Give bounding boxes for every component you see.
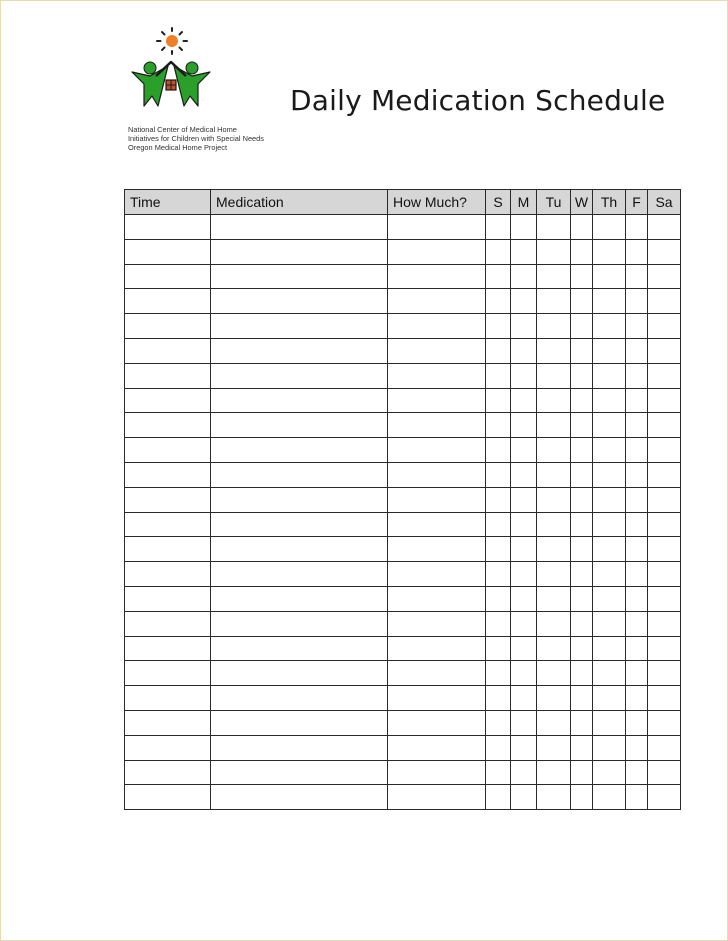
table-cell[interactable] <box>125 338 211 363</box>
table-cell[interactable] <box>211 537 388 562</box>
table-cell[interactable] <box>593 512 626 537</box>
table-cell[interactable] <box>537 710 571 735</box>
table-cell[interactable] <box>211 462 388 487</box>
table-cell[interactable] <box>626 438 648 463</box>
table-cell[interactable] <box>626 289 648 314</box>
table-cell[interactable] <box>486 760 511 785</box>
table-cell[interactable] <box>511 661 537 686</box>
table-cell[interactable] <box>571 239 593 264</box>
table-cell[interactable] <box>511 735 537 760</box>
table-cell[interactable] <box>486 487 511 512</box>
table-cell[interactable] <box>211 215 388 240</box>
table-cell[interactable] <box>626 239 648 264</box>
table-cell[interactable] <box>388 710 486 735</box>
table-cell[interactable] <box>486 363 511 388</box>
table-cell[interactable] <box>626 264 648 289</box>
table-cell[interactable] <box>537 512 571 537</box>
table-row <box>125 438 681 463</box>
table-cell[interactable] <box>648 636 681 661</box>
table-cell[interactable] <box>511 512 537 537</box>
table-cell[interactable] <box>511 462 537 487</box>
table-cell[interactable] <box>511 611 537 636</box>
table-cell[interactable] <box>388 438 486 463</box>
table-cell[interactable] <box>511 487 537 512</box>
table-cell[interactable] <box>571 562 593 587</box>
table-cell[interactable] <box>486 462 511 487</box>
table-cell[interactable] <box>511 314 537 339</box>
table-row <box>125 661 681 686</box>
table-row <box>125 239 681 264</box>
table-cell[interactable] <box>648 438 681 463</box>
table-row <box>125 314 681 339</box>
table-cell[interactable] <box>125 289 211 314</box>
table-cell[interactable] <box>571 215 593 240</box>
table-cell[interactable] <box>537 735 571 760</box>
col-header-how-much: How Much? <box>388 190 486 215</box>
table-cell[interactable] <box>571 661 593 686</box>
table-cell[interactable] <box>626 661 648 686</box>
table-cell[interactable] <box>511 785 537 810</box>
table-cell[interactable] <box>388 636 486 661</box>
table-cell[interactable] <box>648 512 681 537</box>
table-cell[interactable] <box>537 314 571 339</box>
table-cell[interactable] <box>211 264 388 289</box>
table-cell[interactable] <box>486 388 511 413</box>
table-cell[interactable] <box>571 785 593 810</box>
table-cell[interactable] <box>593 735 626 760</box>
table-cell[interactable] <box>593 760 626 785</box>
table-cell[interactable] <box>211 586 388 611</box>
table-cell[interactable] <box>511 562 537 587</box>
table-cell[interactable] <box>593 363 626 388</box>
table-cell[interactable] <box>537 785 571 810</box>
table-cell[interactable] <box>388 611 486 636</box>
table-cell[interactable] <box>486 586 511 611</box>
table-cell[interactable] <box>537 537 571 562</box>
table-cell[interactable] <box>537 388 571 413</box>
table-cell[interactable] <box>388 413 486 438</box>
table-cell[interactable] <box>571 611 593 636</box>
table-cell[interactable] <box>593 462 626 487</box>
table-cell[interactable] <box>648 611 681 636</box>
table-cell[interactable] <box>648 215 681 240</box>
page-title: Daily Medication Schedule <box>290 84 666 117</box>
table-cell[interactable] <box>511 363 537 388</box>
table-cell[interactable] <box>537 760 571 785</box>
table-cell[interactable] <box>486 289 511 314</box>
table-cell[interactable] <box>626 338 648 363</box>
table-cell[interactable] <box>593 686 626 711</box>
table-cell[interactable] <box>388 512 486 537</box>
table-cell[interactable] <box>388 239 486 264</box>
table-cell[interactable] <box>388 314 486 339</box>
table-cell[interactable] <box>626 586 648 611</box>
table-cell[interactable] <box>486 314 511 339</box>
table-cell[interactable] <box>486 611 511 636</box>
table-cell[interactable] <box>648 487 681 512</box>
table-cell[interactable] <box>537 636 571 661</box>
table-cell[interactable] <box>626 413 648 438</box>
table-cell[interactable] <box>211 363 388 388</box>
table-cell[interactable] <box>388 338 486 363</box>
table-cell[interactable] <box>211 289 388 314</box>
table-cell[interactable] <box>388 686 486 711</box>
table-cell[interactable] <box>511 388 537 413</box>
table-cell[interactable] <box>211 735 388 760</box>
table-cell[interactable] <box>571 438 593 463</box>
table-cell[interactable] <box>125 388 211 413</box>
table-cell[interactable] <box>537 289 571 314</box>
table-row <box>125 264 681 289</box>
table-row <box>125 785 681 810</box>
table-cell[interactable] <box>593 239 626 264</box>
table-cell[interactable] <box>211 487 388 512</box>
table-cell[interactable] <box>537 586 571 611</box>
table-cell[interactable] <box>125 413 211 438</box>
table-cell[interactable] <box>537 661 571 686</box>
table-cell[interactable] <box>388 215 486 240</box>
table-body <box>125 215 681 810</box>
table-cell[interactable] <box>486 636 511 661</box>
table-cell[interactable] <box>537 462 571 487</box>
table-row <box>125 487 681 512</box>
org-line: Oregon Medical Home Project <box>128 143 227 152</box>
table-cell[interactable] <box>388 562 486 587</box>
table-cell[interactable] <box>211 512 388 537</box>
col-header-monday: M <box>511 190 537 215</box>
table-cell[interactable] <box>537 264 571 289</box>
table-cell[interactable] <box>593 438 626 463</box>
table-cell[interactable] <box>511 289 537 314</box>
table-cell[interactable] <box>125 537 211 562</box>
table-cell[interactable] <box>486 686 511 711</box>
table-cell[interactable] <box>571 760 593 785</box>
table-cell[interactable] <box>648 710 681 735</box>
table-cell[interactable] <box>511 413 537 438</box>
table-cell[interactable] <box>593 413 626 438</box>
table-cell[interactable] <box>648 239 681 264</box>
table-cell[interactable] <box>593 611 626 636</box>
table-cell[interactable] <box>486 537 511 562</box>
table-cell[interactable] <box>486 239 511 264</box>
table-cell[interactable] <box>211 661 388 686</box>
table-cell[interactable] <box>571 363 593 388</box>
table-cell[interactable] <box>648 562 681 587</box>
table-cell[interactable] <box>648 661 681 686</box>
table-cell[interactable] <box>626 785 648 810</box>
table-cell[interactable] <box>571 735 593 760</box>
table-cell[interactable] <box>211 686 388 711</box>
table-cell[interactable] <box>125 314 211 339</box>
table-cell[interactable] <box>626 388 648 413</box>
table-cell[interactable] <box>511 586 537 611</box>
table-cell[interactable] <box>511 264 537 289</box>
table-cell[interactable] <box>648 760 681 785</box>
table-cell[interactable] <box>486 562 511 587</box>
table-cell[interactable] <box>537 686 571 711</box>
table-cell[interactable] <box>626 686 648 711</box>
table-cell[interactable] <box>486 338 511 363</box>
col-header-friday: F <box>626 190 648 215</box>
table-cell[interactable] <box>537 487 571 512</box>
table-cell[interactable] <box>125 636 211 661</box>
table-cell[interactable] <box>593 636 626 661</box>
table-row <box>125 215 681 240</box>
table-cell[interactable] <box>626 735 648 760</box>
table-cell[interactable] <box>486 264 511 289</box>
table-cell[interactable] <box>593 487 626 512</box>
table-cell[interactable] <box>511 239 537 264</box>
table-cell[interactable] <box>125 735 211 760</box>
medication-schedule-table <box>124 189 681 810</box>
table-cell[interactable] <box>388 735 486 760</box>
table-cell[interactable] <box>125 611 211 636</box>
table-cell[interactable] <box>648 363 681 388</box>
table-cell[interactable] <box>571 586 593 611</box>
table-cell[interactable] <box>211 338 388 363</box>
org-line: Initiatives for Children with Special Needs <box>128 134 264 143</box>
table-cell[interactable] <box>486 735 511 760</box>
table-cell[interactable] <box>593 215 626 240</box>
table-cell[interactable] <box>626 215 648 240</box>
table-row <box>125 363 681 388</box>
table-cell[interactable] <box>593 289 626 314</box>
table-cell[interactable] <box>211 388 388 413</box>
table-cell[interactable] <box>593 314 626 339</box>
table-cell[interactable] <box>125 686 211 711</box>
table-cell[interactable] <box>626 760 648 785</box>
table-row <box>125 636 681 661</box>
table-cell[interactable] <box>626 512 648 537</box>
table-row <box>125 586 681 611</box>
table-cell[interactable] <box>125 710 211 735</box>
table-cell[interactable] <box>388 289 486 314</box>
table-cell[interactable] <box>571 512 593 537</box>
table-cell[interactable] <box>211 611 388 636</box>
table-cell[interactable] <box>626 562 648 587</box>
table-cell[interactable] <box>125 785 211 810</box>
table-row <box>125 735 681 760</box>
table-cell[interactable] <box>626 314 648 339</box>
col-header-thursday: Th <box>593 190 626 215</box>
col-header-tuesday: Tu <box>537 190 571 215</box>
table-cell[interactable] <box>486 661 511 686</box>
table-cell[interactable] <box>486 785 511 810</box>
table-cell[interactable] <box>571 636 593 661</box>
table-cell[interactable] <box>388 586 486 611</box>
table-cell[interactable] <box>537 338 571 363</box>
table-cell[interactable] <box>211 413 388 438</box>
table-cell[interactable] <box>388 462 486 487</box>
table-cell[interactable] <box>125 264 211 289</box>
table-cell[interactable] <box>626 636 648 661</box>
table-cell[interactable] <box>571 462 593 487</box>
col-header-saturday: Sa <box>648 190 681 215</box>
table-cell[interactable] <box>648 264 681 289</box>
table-cell[interactable] <box>648 462 681 487</box>
table-cell[interactable] <box>486 438 511 463</box>
table-cell[interactable] <box>211 636 388 661</box>
table-cell[interactable] <box>626 710 648 735</box>
table-cell[interactable] <box>593 338 626 363</box>
table-cell[interactable] <box>626 462 648 487</box>
col-header-medication: Medication <box>211 190 388 215</box>
table-cell[interactable] <box>511 760 537 785</box>
table-row <box>125 388 681 413</box>
table-cell[interactable] <box>125 760 211 785</box>
org-line: National Center of Medical Home <box>128 125 237 134</box>
table-cell[interactable] <box>648 289 681 314</box>
table-cell[interactable] <box>537 239 571 264</box>
table-row <box>125 537 681 562</box>
table-cell[interactable] <box>511 686 537 711</box>
col-header-time: Time <box>125 190 211 215</box>
table-cell[interactable] <box>571 388 593 413</box>
table-cell[interactable] <box>486 710 511 735</box>
table-cell[interactable] <box>537 413 571 438</box>
table-cell[interactable] <box>648 413 681 438</box>
table-cell[interactable] <box>511 537 537 562</box>
table-cell[interactable] <box>511 710 537 735</box>
table-cell[interactable] <box>571 487 593 512</box>
table-row <box>125 512 681 537</box>
table-cell[interactable] <box>125 512 211 537</box>
table-row <box>125 760 681 785</box>
table-cell[interactable] <box>593 537 626 562</box>
table-cell[interactable] <box>388 487 486 512</box>
table-cell[interactable] <box>537 215 571 240</box>
table-cell[interactable] <box>388 760 486 785</box>
table-cell[interactable] <box>388 785 486 810</box>
col-header-wednesday: W <box>571 190 593 215</box>
table-cell[interactable] <box>537 363 571 388</box>
table-cell[interactable] <box>571 537 593 562</box>
table-cell[interactable] <box>511 438 537 463</box>
table-cell[interactable] <box>537 438 571 463</box>
table-cell[interactable] <box>388 388 486 413</box>
medical-home-logo-icon <box>128 26 214 112</box>
table-cell[interactable] <box>125 462 211 487</box>
table-cell[interactable] <box>537 611 571 636</box>
table-cell[interactable] <box>511 215 537 240</box>
table-cell[interactable] <box>125 586 211 611</box>
table-cell[interactable] <box>388 363 486 388</box>
table-cell[interactable] <box>593 785 626 810</box>
table-cell[interactable] <box>648 537 681 562</box>
table-cell[interactable] <box>626 611 648 636</box>
table-cell[interactable] <box>125 562 211 587</box>
table-cell[interactable] <box>388 537 486 562</box>
table-cell[interactable] <box>648 388 681 413</box>
table-cell[interactable] <box>211 710 388 735</box>
table-cell[interactable] <box>593 562 626 587</box>
table-cell[interactable] <box>571 413 593 438</box>
table-cell[interactable] <box>648 338 681 363</box>
table-cell[interactable] <box>648 686 681 711</box>
table-cell[interactable] <box>537 562 571 587</box>
table-cell[interactable] <box>648 735 681 760</box>
table-cell[interactable] <box>211 785 388 810</box>
table-cell[interactable] <box>125 363 211 388</box>
table-cell[interactable] <box>626 537 648 562</box>
table-cell[interactable] <box>626 363 648 388</box>
table-cell[interactable] <box>125 239 211 264</box>
table-row <box>125 289 681 314</box>
table-cell[interactable] <box>211 438 388 463</box>
table-cell[interactable] <box>125 215 211 240</box>
table-cell[interactable] <box>648 586 681 611</box>
table-cell[interactable] <box>571 686 593 711</box>
table-row <box>125 611 681 636</box>
table-cell[interactable] <box>125 487 211 512</box>
table-cell[interactable] <box>648 785 681 810</box>
table-cell[interactable] <box>211 562 388 587</box>
table-cell[interactable] <box>211 239 388 264</box>
table-cell[interactable] <box>593 586 626 611</box>
table-cell[interactable] <box>486 512 511 537</box>
table-cell[interactable] <box>593 264 626 289</box>
table-cell[interactable] <box>486 413 511 438</box>
table-cell[interactable] <box>648 314 681 339</box>
table-cell[interactable] <box>511 636 537 661</box>
table-cell[interactable] <box>125 661 211 686</box>
table-row <box>125 462 681 487</box>
table-row <box>125 686 681 711</box>
table-cell[interactable] <box>388 661 486 686</box>
table-cell[interactable] <box>211 314 388 339</box>
organization-info <box>128 125 264 152</box>
table-cell[interactable] <box>486 215 511 240</box>
table-cell[interactable] <box>571 338 593 363</box>
table-row <box>125 413 681 438</box>
table-cell[interactable] <box>388 264 486 289</box>
table-cell[interactable] <box>571 264 593 289</box>
table-cell[interactable] <box>125 438 211 463</box>
table-cell[interactable] <box>593 661 626 686</box>
table-cell[interactable] <box>211 760 388 785</box>
table-cell[interactable] <box>571 314 593 339</box>
table-row <box>125 338 681 363</box>
table-cell[interactable] <box>571 710 593 735</box>
table-row <box>125 710 681 735</box>
table-cell[interactable] <box>593 388 626 413</box>
table-header-row <box>125 190 681 215</box>
table-cell[interactable] <box>593 710 626 735</box>
table-row <box>125 562 681 587</box>
table-cell[interactable] <box>626 487 648 512</box>
table-cell[interactable] <box>511 338 537 363</box>
table-cell[interactable] <box>571 289 593 314</box>
col-header-sunday: S <box>486 190 511 215</box>
